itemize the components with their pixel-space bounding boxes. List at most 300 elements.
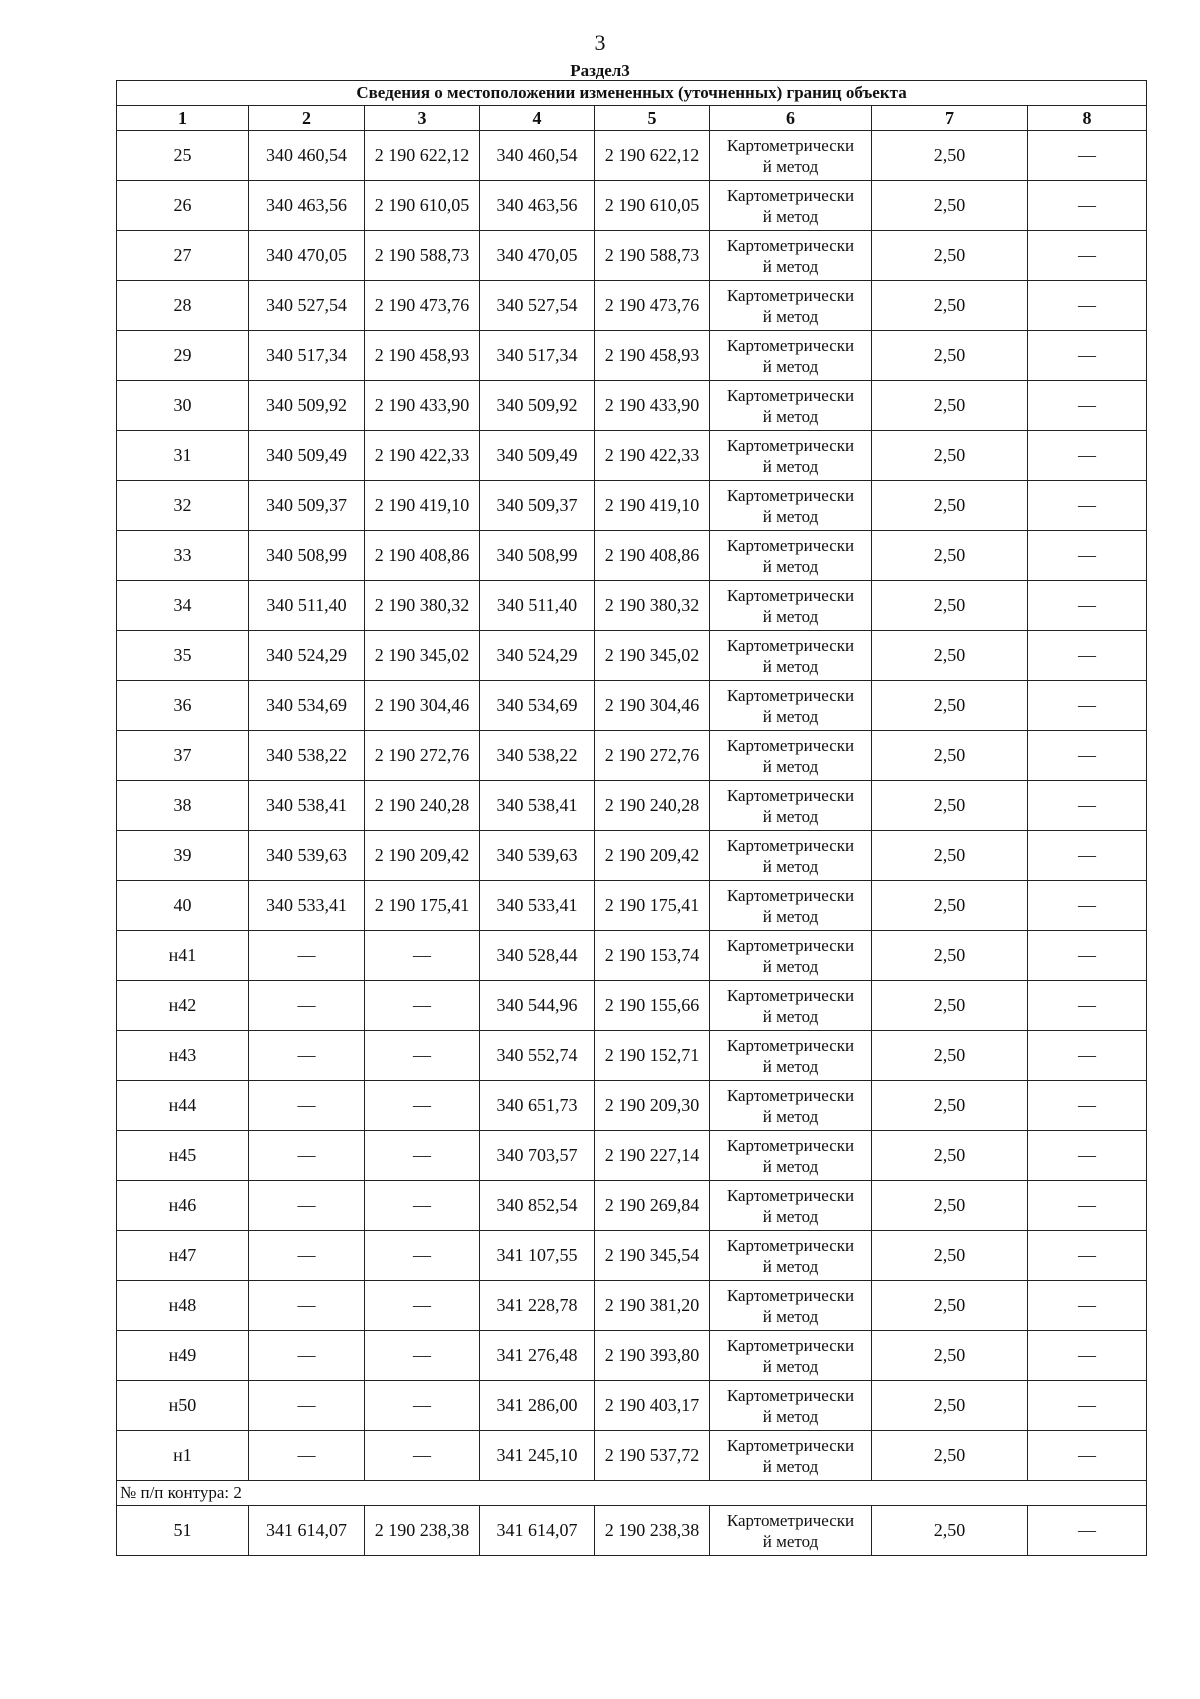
description-cell: — (1028, 681, 1147, 731)
y-new-cell: 2 190 304,46 (595, 681, 710, 731)
method-text-line2: й метод (762, 306, 819, 326)
y-old-cell: — (365, 1281, 480, 1331)
method-text-line1: Картометрически (726, 435, 855, 455)
y-old-cell: — (365, 981, 480, 1031)
x-new-cell: 340 544,96 (480, 981, 595, 1031)
method-text-line1: Картометрически (726, 1035, 855, 1055)
point-id-cell: 25 (117, 131, 249, 181)
method-text-line1: Картометрически (726, 1385, 855, 1405)
y-old-cell: 2 190 175,41 (365, 881, 480, 931)
contour-separator (117, 1481, 1147, 1506)
x-old-cell: — (249, 1331, 365, 1381)
x-old-cell: 340 509,37 (249, 481, 365, 531)
y-new-cell: 2 190 610,05 (595, 181, 710, 231)
x-new-cell: 340 538,41 (480, 781, 595, 831)
method-text-line1: Картометрически (726, 135, 855, 155)
point-id-cell: 27 (117, 231, 249, 281)
y-new-cell: 2 190 155,66 (595, 981, 710, 1031)
point-id-cell: 39 (117, 831, 249, 881)
x-new-cell: 340 703,57 (480, 1131, 595, 1181)
accuracy-cell: 2,50 (872, 531, 1028, 581)
method-text-line1: Картометрически (726, 785, 855, 805)
y-old-cell: — (365, 1431, 480, 1481)
method-text-line2: й метод (762, 756, 819, 776)
accuracy-cell: 2,50 (872, 931, 1028, 981)
table-row (117, 881, 1147, 931)
y-old-cell: 2 190 240,28 (365, 781, 480, 831)
column-number: 5 (595, 106, 710, 131)
accuracy-cell: 2,50 (872, 631, 1028, 681)
x-old-cell: — (249, 1231, 365, 1281)
accuracy-cell: 2,50 (872, 1081, 1028, 1131)
method-text-line2: й метод (762, 506, 819, 526)
accuracy-cell: 2,50 (872, 831, 1028, 881)
x-old-cell: 340 539,63 (249, 831, 365, 881)
x-new-cell: 340 539,63 (480, 831, 595, 881)
y-old-cell: 2 190 433,90 (365, 381, 480, 431)
x-old-cell: 340 511,40 (249, 581, 365, 631)
method-text-line1: Картометрически (726, 335, 855, 355)
point-id-cell: 31 (117, 431, 249, 481)
method-text-line2: й метод (762, 606, 819, 626)
method-text-line2: й метод (762, 1306, 819, 1326)
x-old-cell: 340 517,34 (249, 331, 365, 381)
description-cell: — (1028, 831, 1147, 881)
x-new-cell: 340 463,56 (480, 181, 595, 231)
x-old-cell: 340 534,69 (249, 681, 365, 731)
description-cell: — (1028, 131, 1147, 181)
table-row (117, 1381, 1147, 1431)
x-old-cell: 340 527,54 (249, 281, 365, 331)
method-text-line2: й метод (762, 1206, 819, 1226)
x-new-cell: 340 460,54 (480, 131, 595, 181)
point-id-cell: 37 (117, 731, 249, 781)
x-new-cell: 340 528,44 (480, 931, 595, 981)
y-old-cell: 2 190 238,38 (365, 1506, 480, 1556)
table-row (117, 831, 1147, 881)
method-text-line2: й метод (762, 1106, 819, 1126)
x-old-cell: 340 509,92 (249, 381, 365, 431)
x-new-cell: 341 614,07 (480, 1506, 595, 1556)
accuracy-cell: 2,50 (872, 1131, 1028, 1181)
table-row (117, 181, 1147, 231)
x-new-cell: 341 286,00 (480, 1381, 595, 1431)
method-text-line1: Картометрически (726, 885, 855, 905)
method-cell (710, 1231, 872, 1281)
table-row (117, 981, 1147, 1031)
x-old-cell: 340 508,99 (249, 531, 365, 581)
table-row (117, 681, 1147, 731)
method-cell (710, 131, 872, 181)
point-id-cell: н49 (117, 1331, 249, 1381)
description-cell: — (1028, 381, 1147, 431)
y-old-cell: 2 190 345,02 (365, 631, 480, 681)
description-cell: — (1028, 781, 1147, 831)
x-old-cell: 340 460,54 (249, 131, 365, 181)
method-cell (710, 481, 872, 531)
description-cell: — (1028, 1381, 1147, 1431)
method-text-line2: й метод (762, 1406, 819, 1426)
column-number: 4 (480, 106, 595, 131)
accuracy-cell: 2,50 (872, 1381, 1028, 1431)
description-cell: — (1028, 981, 1147, 1031)
x-old-cell: — (249, 1381, 365, 1431)
y-new-cell: 2 190 345,02 (595, 631, 710, 681)
y-new-cell: 2 190 153,74 (595, 931, 710, 981)
y-old-cell: — (365, 1081, 480, 1131)
table-row (117, 1081, 1147, 1131)
y-old-cell: 2 190 272,76 (365, 731, 480, 781)
x-new-cell: 340 527,54 (480, 281, 595, 331)
y-old-cell: 2 190 209,42 (365, 831, 480, 881)
method-text-line1: Картометрически (726, 535, 855, 555)
table-row (117, 481, 1147, 531)
point-id-cell: н48 (117, 1281, 249, 1331)
method-text-line2: й метод (762, 1356, 819, 1376)
method-text-line1: Картометрически (726, 585, 855, 605)
point-id-cell: 26 (117, 181, 249, 231)
method-cell (710, 331, 872, 381)
method-text-line1: Картометрически (726, 685, 855, 705)
y-new-cell: 2 190 473,76 (595, 281, 710, 331)
y-old-cell: 2 190 622,12 (365, 131, 480, 181)
page-number: 3 (594, 30, 606, 55)
point-id-cell: 36 (117, 681, 249, 731)
accuracy-cell: 2,50 (872, 1281, 1028, 1331)
table-row (117, 1331, 1147, 1381)
y-new-cell: 2 190 422,33 (595, 431, 710, 481)
method-text-line1: Картометрически (726, 1335, 855, 1355)
method-text-line1: Картометрически (726, 385, 855, 405)
x-new-cell: 340 470,05 (480, 231, 595, 281)
y-new-cell: 2 190 209,30 (595, 1081, 710, 1131)
accuracy-cell: 2,50 (872, 1231, 1028, 1281)
y-new-cell: 2 190 380,32 (595, 581, 710, 631)
y-new-cell: 2 190 433,90 (595, 381, 710, 431)
x-old-cell: — (249, 1131, 365, 1181)
accuracy-cell: 2,50 (872, 231, 1028, 281)
accuracy-cell: 2,50 (872, 431, 1028, 481)
y-new-cell: 2 190 175,41 (595, 881, 710, 931)
method-text-line2: й метод (762, 406, 819, 426)
boundary-coordinates-table (116, 80, 1147, 1556)
x-new-cell: 341 276,48 (480, 1331, 595, 1381)
description-cell: — (1028, 231, 1147, 281)
x-new-cell: 341 228,78 (480, 1281, 595, 1331)
method-text-line2: й метод (762, 556, 819, 576)
method-cell (710, 1281, 872, 1331)
method-text-line1: Картометрически (726, 985, 855, 1005)
method-cell (710, 1431, 872, 1481)
method-text-line2: й метод (762, 1056, 819, 1076)
description-cell: — (1028, 1231, 1147, 1281)
y-new-cell: 2 190 622,12 (595, 131, 710, 181)
point-id-cell: н41 (117, 931, 249, 981)
x-new-cell: 340 508,99 (480, 531, 595, 581)
x-old-cell: 340 538,41 (249, 781, 365, 831)
method-text-line2: й метод (762, 1456, 819, 1476)
method-cell (710, 431, 872, 481)
x-old-cell: — (249, 981, 365, 1031)
accuracy-cell: 2,50 (872, 731, 1028, 781)
x-new-cell: 340 538,22 (480, 731, 595, 781)
method-text-line1: Картометрически (726, 285, 855, 305)
method-cell (710, 881, 872, 931)
method-cell (710, 181, 872, 231)
table-caption: Сведения о местоположении измененных (уточненных) границ объекта (117, 81, 1147, 106)
point-id-cell: 33 (117, 531, 249, 581)
method-cell (710, 231, 872, 281)
y-old-cell: 2 190 610,05 (365, 181, 480, 231)
method-text-line1: Картометрически (726, 635, 855, 655)
y-new-cell: 2 190 238,38 (595, 1506, 710, 1556)
table-row (117, 731, 1147, 781)
x-new-cell: 340 524,29 (480, 631, 595, 681)
y-new-cell: 2 190 152,71 (595, 1031, 710, 1081)
x-new-cell: 341 107,55 (480, 1231, 595, 1281)
method-cell (710, 1031, 872, 1081)
method-text-line2: й метод (762, 356, 819, 376)
method-text-line1: Картометрически (726, 185, 855, 205)
point-id-cell: 35 (117, 631, 249, 681)
description-cell: — (1028, 431, 1147, 481)
method-cell (710, 981, 872, 1031)
point-id-cell: н42 (117, 981, 249, 1031)
y-old-cell: 2 190 422,33 (365, 431, 480, 481)
point-id-cell: н47 (117, 1231, 249, 1281)
description-cell: — (1028, 281, 1147, 331)
x-old-cell: — (249, 1281, 365, 1331)
x-new-cell: 340 511,40 (480, 581, 595, 631)
point-id-cell: 40 (117, 881, 249, 931)
description-cell: — (1028, 581, 1147, 631)
y-new-cell: 2 190 227,14 (595, 1131, 710, 1181)
method-text-line2: й метод (762, 1006, 819, 1026)
method-cell (710, 1081, 872, 1131)
x-old-cell: 340 470,05 (249, 231, 365, 281)
column-number: 3 (365, 106, 480, 131)
table-row (117, 1181, 1147, 1231)
y-new-cell: 2 190 403,17 (595, 1381, 710, 1431)
description-cell: — (1028, 181, 1147, 231)
column-number: 1 (117, 106, 249, 131)
method-cell (710, 1506, 872, 1556)
y-old-cell: — (365, 1231, 480, 1281)
x-new-cell: 341 245,10 (480, 1431, 595, 1481)
description-cell: — (1028, 481, 1147, 531)
description-cell: — (1028, 881, 1147, 931)
point-id-cell: н45 (117, 1131, 249, 1181)
column-number-row (117, 106, 1147, 131)
x-new-cell: 340 852,54 (480, 1181, 595, 1231)
description-cell: — (1028, 1281, 1147, 1331)
description-cell: — (1028, 631, 1147, 681)
description-cell: — (1028, 1431, 1147, 1481)
method-text-line2: й метод (762, 456, 819, 476)
x-old-cell: 340 509,49 (249, 431, 365, 481)
column-number: 8 (1028, 106, 1147, 131)
y-new-cell: 2 190 588,73 (595, 231, 710, 281)
y-new-cell: 2 190 272,76 (595, 731, 710, 781)
method-cell (710, 781, 872, 831)
y-old-cell: — (365, 1331, 480, 1381)
y-old-cell: — (365, 1031, 480, 1081)
y-old-cell: — (365, 1181, 480, 1231)
y-new-cell: 2 190 408,86 (595, 531, 710, 581)
x-old-cell: 340 463,56 (249, 181, 365, 231)
method-cell (710, 831, 872, 881)
accuracy-cell: 2,50 (872, 781, 1028, 831)
x-old-cell: 340 538,22 (249, 731, 365, 781)
y-new-cell: 2 190 345,54 (595, 1231, 710, 1281)
y-old-cell: — (365, 931, 480, 981)
method-text-line1: Картометрически (726, 485, 855, 505)
table-row (117, 231, 1147, 281)
x-new-cell: 340 517,34 (480, 331, 595, 381)
y-old-cell: — (365, 1131, 480, 1181)
method-cell (710, 1181, 872, 1231)
x-new-cell: 340 509,92 (480, 381, 595, 431)
accuracy-cell: 2,50 (872, 331, 1028, 381)
method-cell (710, 1331, 872, 1381)
method-text-line1: Картометрически (726, 1185, 855, 1205)
x-new-cell: 340 534,69 (480, 681, 595, 731)
point-id-cell: 29 (117, 331, 249, 381)
method-text-line2: й метод (762, 1531, 819, 1551)
accuracy-cell: 2,50 (872, 131, 1028, 181)
method-text-line2: й метод (762, 906, 819, 926)
description-cell: — (1028, 1131, 1147, 1181)
method-text-line1: Картометрически (726, 1510, 855, 1530)
method-text-line2: й метод (762, 656, 819, 676)
point-id-cell: н44 (117, 1081, 249, 1131)
point-id-cell: 32 (117, 481, 249, 531)
method-text-line1: Картометрически (726, 1285, 855, 1305)
method-text-line1: Картометрически (726, 1085, 855, 1105)
description-cell: — (1028, 1081, 1147, 1131)
method-text-line1: Картометрически (726, 1435, 855, 1455)
x-new-cell: 340 651,73 (480, 1081, 595, 1131)
column-number: 2 (249, 106, 365, 131)
accuracy-cell: 2,50 (872, 681, 1028, 731)
table-body-contour-2 (117, 1506, 1147, 1556)
description-cell: — (1028, 1506, 1147, 1556)
accuracy-cell: 2,50 (872, 981, 1028, 1031)
method-text-line2: й метод (762, 706, 819, 726)
point-id-cell: 38 (117, 781, 249, 831)
method-cell (710, 581, 872, 631)
column-number: 7 (872, 106, 1028, 131)
method-cell (710, 731, 872, 781)
point-id-cell: 28 (117, 281, 249, 331)
method-text-line2: й метод (762, 956, 819, 976)
section-title: Раздел3 (570, 61, 630, 80)
description-cell: — (1028, 1331, 1147, 1381)
method-text-line2: й метод (762, 1156, 819, 1176)
method-text-line2: й метод (762, 156, 819, 176)
method-cell (710, 931, 872, 981)
x-old-cell: — (249, 1031, 365, 1081)
y-new-cell: 2 190 537,72 (595, 1431, 710, 1481)
x-old-cell: 341 614,07 (249, 1506, 365, 1556)
accuracy-cell: 2,50 (872, 381, 1028, 431)
y-new-cell: 2 190 240,28 (595, 781, 710, 831)
accuracy-cell: 2,50 (872, 1031, 1028, 1081)
accuracy-cell: 2,50 (872, 1506, 1028, 1556)
x-new-cell: 340 509,49 (480, 431, 595, 481)
accuracy-cell: 2,50 (872, 181, 1028, 231)
description-cell: — (1028, 731, 1147, 781)
point-id-cell: н50 (117, 1381, 249, 1431)
method-text-line2: й метод (762, 206, 819, 226)
x-old-cell: — (249, 931, 365, 981)
method-text-line1: Картометрически (726, 235, 855, 255)
y-old-cell: 2 190 380,32 (365, 581, 480, 631)
method-text-line2: й метод (762, 1256, 819, 1276)
y-old-cell: — (365, 1381, 480, 1431)
y-old-cell: 2 190 458,93 (365, 331, 480, 381)
description-cell: — (1028, 1031, 1147, 1081)
accuracy-cell: 2,50 (872, 581, 1028, 631)
y-old-cell: 2 190 304,46 (365, 681, 480, 731)
method-cell (710, 531, 872, 581)
method-text-line1: Картометрически (726, 1235, 855, 1255)
description-cell: — (1028, 331, 1147, 381)
table-row (117, 1281, 1147, 1331)
table-row (117, 1231, 1147, 1281)
method-text-line2: й метод (762, 256, 819, 276)
table-row (117, 1431, 1147, 1481)
accuracy-cell: 2,50 (872, 1181, 1028, 1231)
accuracy-cell: 2,50 (872, 1331, 1028, 1381)
accuracy-cell: 2,50 (872, 881, 1028, 931)
method-cell (710, 1131, 872, 1181)
accuracy-cell: 2,50 (872, 481, 1028, 531)
method-text-line2: й метод (762, 856, 819, 876)
y-old-cell: 2 190 473,76 (365, 281, 480, 331)
table-row (117, 531, 1147, 581)
method-text-line1: Картометрически (726, 735, 855, 755)
point-id-cell: н46 (117, 1181, 249, 1231)
x-old-cell: 340 533,41 (249, 881, 365, 931)
point-id-cell: 34 (117, 581, 249, 631)
y-new-cell: 2 190 269,84 (595, 1181, 710, 1231)
x-old-cell: — (249, 1081, 365, 1131)
table-row (117, 581, 1147, 631)
accuracy-cell: 2,50 (872, 1431, 1028, 1481)
y-new-cell: 2 190 419,10 (595, 481, 710, 531)
x-new-cell: 340 509,37 (480, 481, 595, 531)
table-row (117, 131, 1147, 181)
table-row (117, 1031, 1147, 1081)
point-id-cell: н1 (117, 1431, 249, 1481)
point-id-cell: 30 (117, 381, 249, 431)
method-text-line2: й метод (762, 806, 819, 826)
y-new-cell: 2 190 393,80 (595, 1331, 710, 1381)
method-text-line1: Картометрически (726, 935, 855, 955)
method-cell (710, 681, 872, 731)
description-cell: — (1028, 1181, 1147, 1231)
table-row (117, 931, 1147, 981)
method-text-line1: Картометрически (726, 1135, 855, 1155)
method-cell (710, 281, 872, 331)
x-old-cell: — (249, 1181, 365, 1231)
table-row (117, 631, 1147, 681)
y-new-cell: 2 190 458,93 (595, 331, 710, 381)
y-old-cell: 2 190 408,86 (365, 531, 480, 581)
x-new-cell: 340 552,74 (480, 1031, 595, 1081)
x-old-cell: — (249, 1431, 365, 1481)
